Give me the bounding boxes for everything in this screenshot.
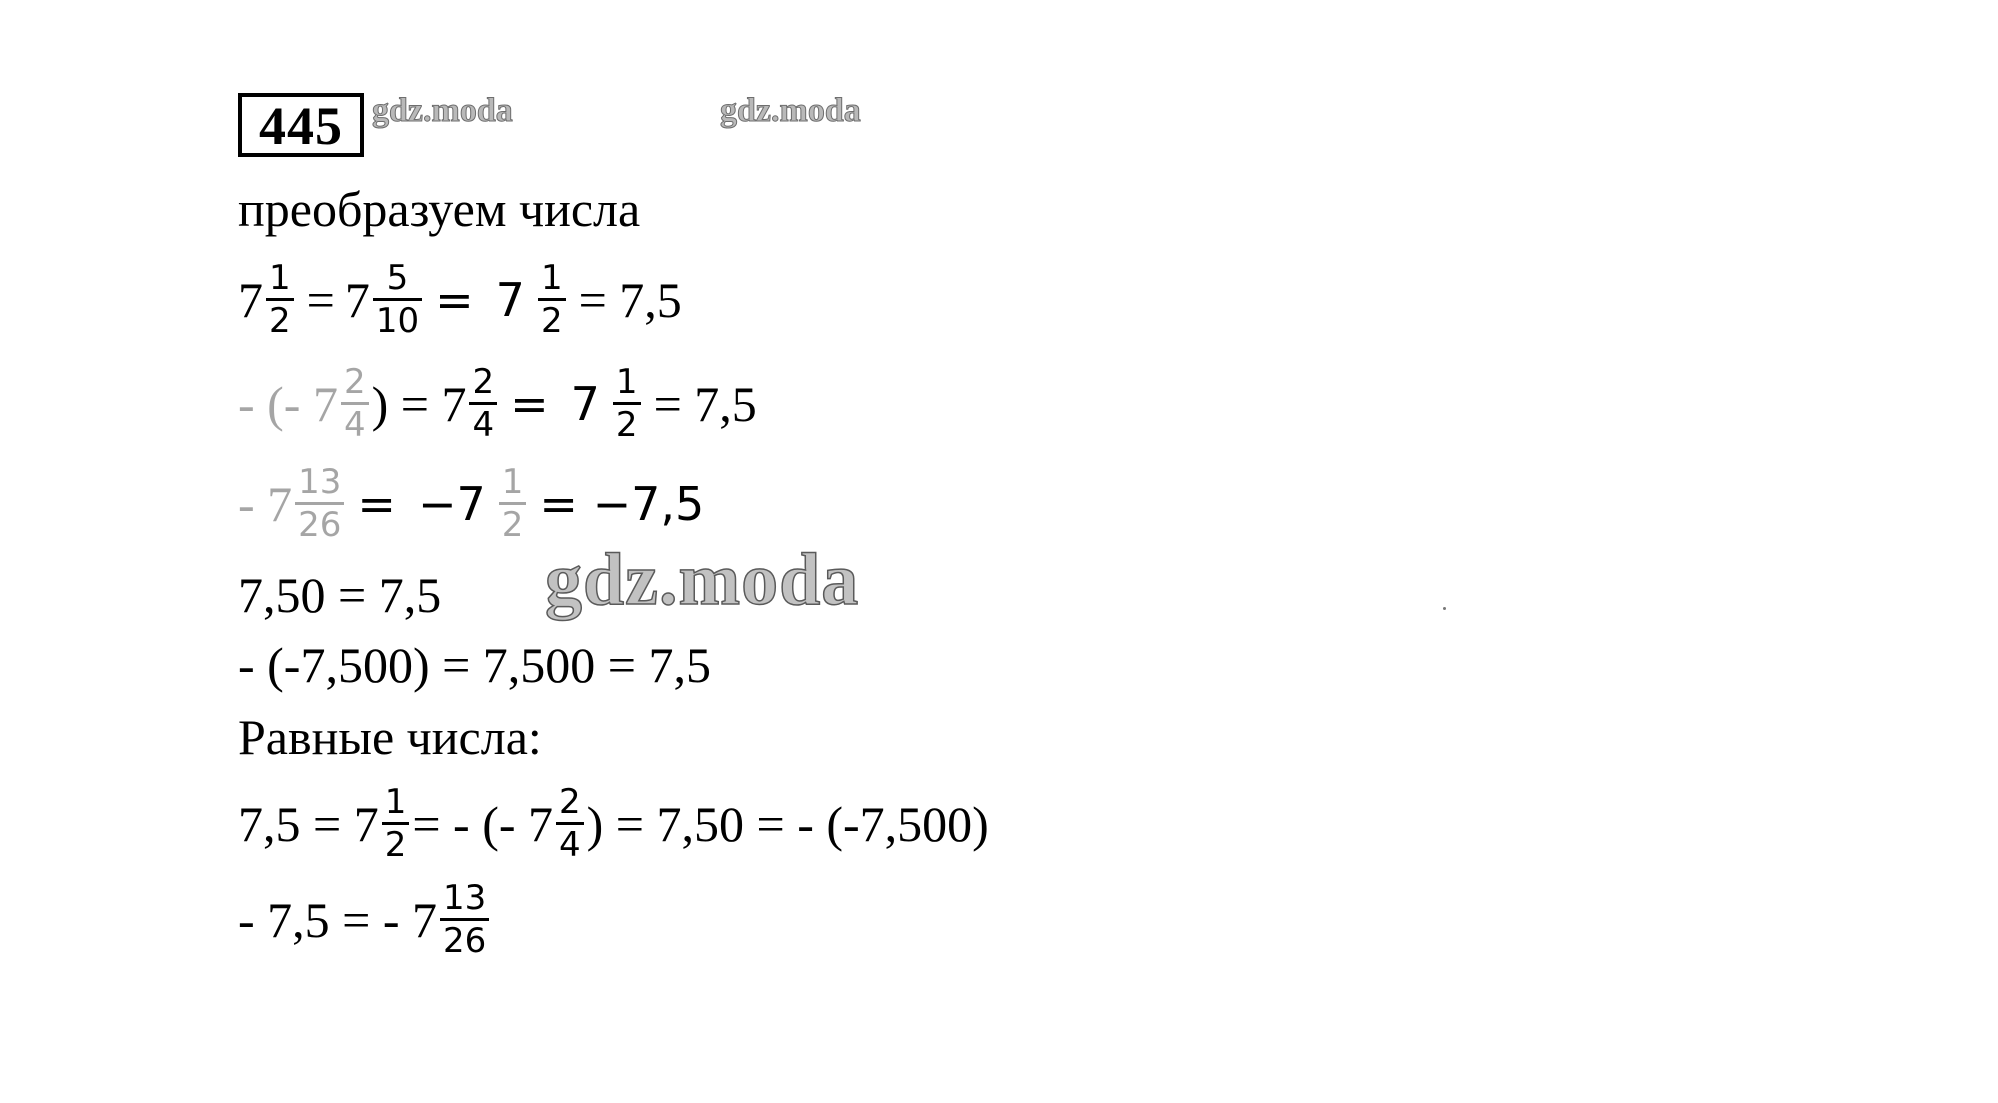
- prefix-text: 7,5 = 7: [238, 795, 379, 852]
- equation-line-7: [238, 878, 492, 961]
- equals-sign: =: [357, 476, 396, 531]
- numerator: 1: [501, 462, 524, 502]
- numerator: 13: [298, 462, 342, 502]
- fraction: [499, 462, 527, 545]
- middle-text: ) = 7: [371, 375, 467, 432]
- numerator: 1: [384, 782, 407, 822]
- equation-line-2: [238, 362, 757, 445]
- denominator: 2: [538, 298, 566, 341]
- numerator: 1: [540, 258, 563, 298]
- numerator: 1: [615, 362, 638, 402]
- middle-text: = - (- 7: [412, 795, 553, 852]
- equation-text: 7,50 = 7,5: [238, 567, 442, 623]
- equation-text: - (-7,500) = 7,500 = 7,5: [238, 637, 711, 693]
- fraction: [382, 782, 410, 865]
- equation-line-3: [238, 462, 704, 545]
- fraction: [373, 258, 422, 341]
- numerator: 2: [343, 362, 366, 402]
- equals-sign: =: [435, 272, 474, 327]
- result-text: = −7,5: [539, 476, 705, 531]
- watermark-small-2: gdz.moda: [720, 92, 861, 129]
- result-text: ) = 7,50 = - (-7,500): [586, 795, 989, 852]
- equation-line-6: [238, 782, 989, 865]
- whole-part: 7: [238, 271, 263, 328]
- equal-numbers-label: Равные числа:: [238, 709, 542, 765]
- denominator: 2: [382, 822, 410, 865]
- prefix-text: - 7,5 = - 7: [238, 891, 437, 948]
- whole-part: 7: [495, 272, 525, 327]
- equals-sign: =: [306, 271, 335, 328]
- fraction: [295, 462, 344, 545]
- numerator: 2: [472, 362, 495, 402]
- stray-dot: [1443, 607, 1446, 610]
- denominator: 2: [613, 402, 641, 445]
- watermark-small-1: gdz.moda: [372, 92, 513, 129]
- whole-part: −7: [417, 476, 486, 531]
- watermark-center: gdz.moda: [545, 539, 860, 621]
- problem-number-box: 445: [238, 93, 364, 157]
- result-text: = 7,5: [653, 375, 757, 432]
- fraction: [469, 362, 497, 445]
- result-text: = 7,5: [578, 271, 682, 328]
- denominator: 26: [295, 502, 344, 545]
- intro-label: преобразуем числа: [238, 181, 641, 237]
- fraction: [266, 258, 294, 341]
- whole-part: 7: [570, 376, 600, 431]
- denominator: 10: [373, 298, 422, 341]
- whole-part: 7: [344, 271, 370, 328]
- equation-line-5: [238, 636, 711, 694]
- numerator: 5: [386, 258, 409, 298]
- equation-line-1: [238, 258, 682, 341]
- equation-line-4: [238, 566, 441, 624]
- fraction: [613, 362, 641, 445]
- intro-text: [238, 180, 640, 238]
- numerator: 1: [269, 258, 291, 298]
- prefix-text: - (- 7: [238, 375, 338, 432]
- denominator: 2: [499, 502, 527, 545]
- fraction: [556, 782, 584, 865]
- equal-numbers-heading: [238, 708, 542, 766]
- fraction: [440, 878, 489, 961]
- denominator: 4: [341, 402, 369, 445]
- denominator: 4: [556, 822, 584, 865]
- numerator: 2: [559, 782, 581, 822]
- fraction: [538, 258, 566, 341]
- equals-sign: =: [510, 376, 549, 431]
- fraction: [341, 362, 369, 445]
- denominator: 4: [469, 402, 497, 445]
- numerator: 13: [443, 878, 487, 918]
- denominator: 2: [266, 298, 294, 341]
- prefix-text: - 7: [238, 475, 293, 532]
- denominator: 26: [440, 918, 489, 961]
